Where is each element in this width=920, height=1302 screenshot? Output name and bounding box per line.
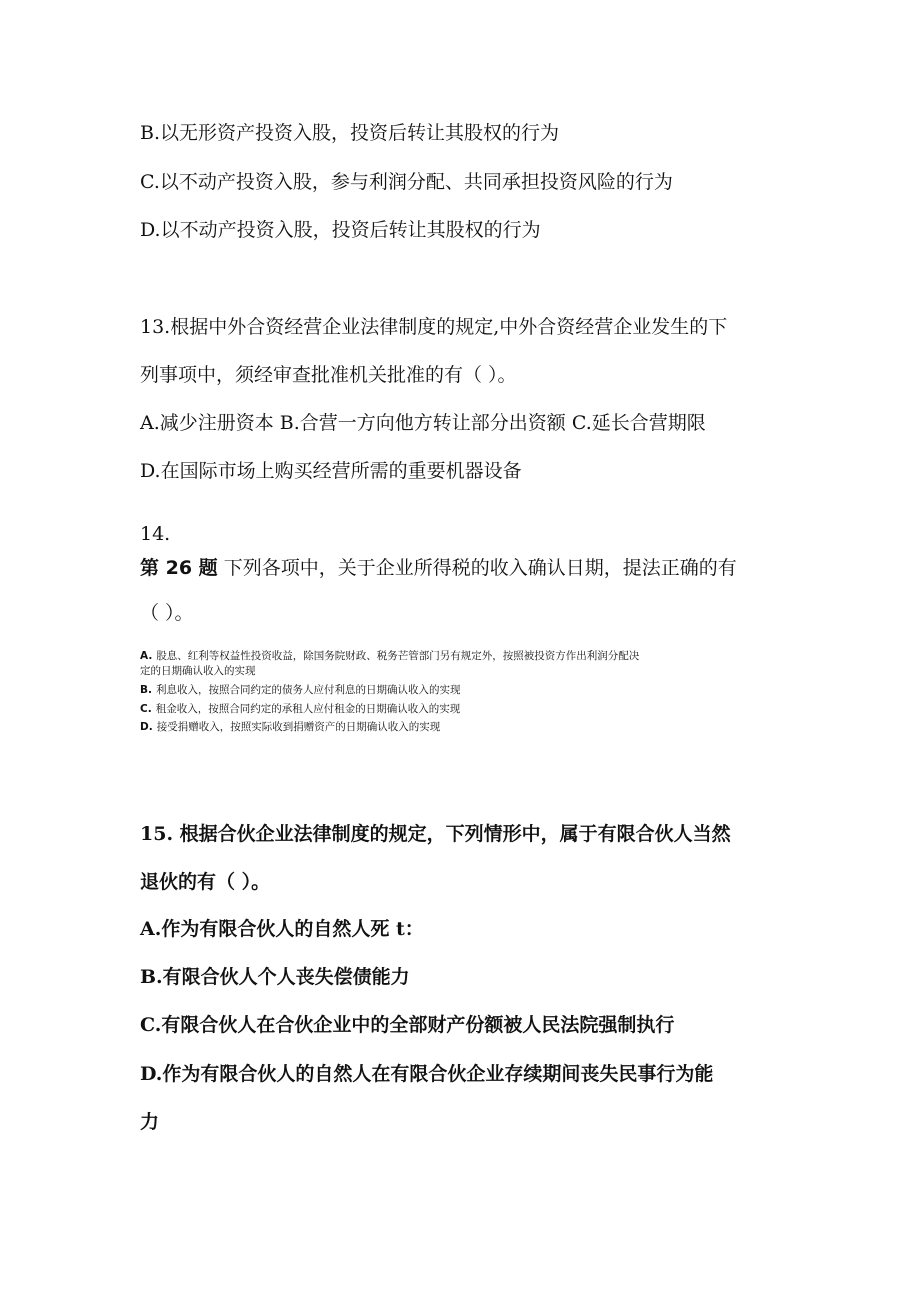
- q14-option-text: 租金收入，按照合同约定的承租人应付租金的日期确认收入的实现: [155, 703, 461, 715]
- q12-option-c: C.以不动产投资入股，参与利润分配、共同承担投资风险的行为: [140, 171, 673, 193]
- q14-title-paren: （ ）。: [140, 602, 194, 624]
- q14-option-letter: C.: [140, 703, 152, 715]
- q14-title-prefix: 第 26 题: [140, 557, 218, 579]
- q15-option-c: C.有限合伙人在合伙企业中的全部财产份额被人民法院强制执行: [140, 1014, 675, 1036]
- q14-option-text: 股息、红利等权益性投资收益，除国务院财政、税务芒管部门另有规定外，按照被投资方作出利润分配决: [156, 650, 640, 662]
- q14-option-b: [140, 683, 461, 698]
- q15-option-d-line1: D.作为有限合伙人的自然人在有限合伙企业存续期间丧失民事行为能: [140, 1063, 714, 1085]
- q14-option-d: [140, 720, 440, 735]
- q14-option-a-line1: [140, 649, 639, 664]
- q14-option-letter: D.: [140, 721, 153, 733]
- q13-options-line1: A.减少注册资本 B.合营一方向他方转让部分出资额 C.延长合营期限: [140, 412, 706, 434]
- q14-title-text: 下列各项中，关于企业所得税的收入确认日期，提法正确的有: [217, 557, 737, 579]
- q13-stem-line2: 列事项中，须经审查批准机关批准的有（ ）。: [140, 364, 517, 386]
- q14-option-c: [140, 702, 460, 717]
- q12-option-b: B.以无形资产投资入股，投资后转让其股权的行为: [140, 122, 560, 144]
- q14-option-a-line2: 定的日期确认收入的实现: [140, 665, 256, 677]
- q12-option-d: D.以不动产投资入股，投资后转让其股权的行为: [140, 219, 541, 241]
- q13-stem-line1: 13.根据中外合资经营企业法律制度的规定,中外合资经营企业发生的下: [140, 316, 728, 338]
- q15-option-d-line2: 力: [140, 1111, 160, 1133]
- q14-number: 14.: [140, 523, 171, 545]
- q14-title: [140, 556, 737, 580]
- q14-option-letter: A.: [140, 650, 153, 662]
- q15-option-b: B.有限合伙人个人丧失偿债能力: [140, 966, 410, 988]
- q14-option-text: 利息收入，按照合同约定的债务人应付利息的日期确认收入的实现: [156, 684, 461, 696]
- q13-options-line2: D.在国际市场上购买经营所需的重要机器设备: [140, 460, 522, 482]
- q14-option-letter: B.: [140, 684, 152, 696]
- q15-stem-line2: 退伙的有（ ）。: [140, 871, 271, 893]
- q15-stem-line1: 15. 根据合伙企业法律制度的规定，下列情形中，属于有限合伙人当然: [140, 823, 731, 845]
- q15-option-a: A.作为有限合伙人的自然人死 t：: [140, 918, 424, 940]
- q14-option-text: 接受捐赠收入，按照实际收到捐赠资产的日期确认收入的实现: [156, 721, 441, 733]
